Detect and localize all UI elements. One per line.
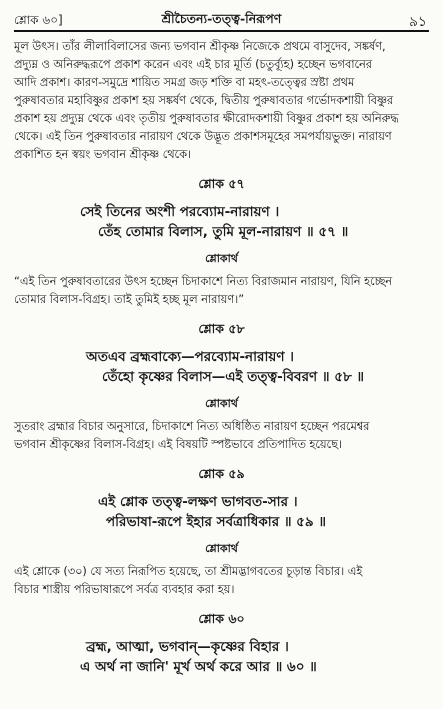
header-page-number: ৯১ [408,14,427,30]
verse-line: পরিভাষা-রূপে ইহার সর্বত্রাধিকার ॥ ৫৯ ॥ [106,514,327,530]
verse-meaning [14,418,429,454]
meaning-label: শ্লোকার্থ [205,397,238,410]
verse-label: শ্লোক ৫৭ [198,176,245,191]
page-body [14,38,429,677]
meaning-label: শ্লোকার্থ [205,252,238,265]
meaning-label: শ্লোকার্থ [205,542,238,555]
verse-line: তেঁহো কৃষ্ণের বিলাস—এই তত্ত্ব-বিবরণ ॥ ৫৮ ॥ [102,369,365,385]
intro-line: পুরুষাবতার মহাবিষ্ণুর প্রকাশ হয় সঙ্কর্ষণ থেকে, দ্বিতীয় পুরুষাবতার গর্ভোদকশায়ী বিষ্ণুর [14,94,394,107]
intro-line: প্রকাশ হয় প্রদ্যুম্ন থেকে এবং তৃতীয় পুরুষাবতার ক্ষীরোদকশায়ী বিষ্ণুর প্রকাশ হয় অনিরুদ্ধ [14,112,399,125]
intro-line: প্রকাশিত হন স্বয়ং ভগবান শ্রীকৃষ্ণ থেকে। [14,148,192,161]
verse-line: সেই তিনের অংশী পরব্যোম-নারায়ণ । [80,204,280,220]
verse-line: তেঁহ তোমার বিলাস, তুমি মূল-নারায়ণ ॥ ৫৭ ॥ [98,224,349,240]
verse-59 [14,466,429,599]
meaning-line: “এই তিন পুরুষাবতারের উৎস হচ্ছেন চিদাকাশে নিত্য বিরাজমান নারায়ণ, যিনি হচ্ছেন [14,275,393,288]
verse-label: শ্লোক ৬০ [198,611,245,626]
verse-60 [14,611,429,677]
meaning-line: তোমার বিলাস-বিগ্রহ। তাই তুমিই হচ্ছ মূল নারায়ণ।” [14,293,245,306]
verse-58 [14,321,429,454]
verse-meaning [14,273,429,309]
intro-paragraph [14,38,429,164]
intro-line: মূল উৎস। তাঁর লীলাবিলাসের জন্য ভগবান শ্রীকৃষ্ণ নিজেকে প্রথমে বাসুদেব, সঙ্কর্ষণ, [14,40,386,53]
meaning-line: বিচার শাস্ত্রীয় পরিভাষারূপে সর্বত্র ব্যবহার করা হয়। [14,583,235,596]
verse-57 [14,176,429,309]
intro-line: আদি প্রকাশ। কারণ-সমুদ্রে শায়িত সমগ্র জড় শক্তি বা মহৎ-তত্ত্বের স্রষ্টা প্রথম [14,76,355,89]
verse-label: শ্লোক ৫৯ [198,466,245,481]
verse-line: এ অর্থ না জানি' মূর্খ অর্থ করে আর ॥ ৬০ ॥ [80,659,317,675]
header-verse-ref: শ্লোক ৬০] [14,13,63,27]
verse-line: ব্রহ্ম, আত্মা, ভগবান্—কৃষ্ণের বিহার । [86,639,289,655]
verse-line: অতএব ব্রহ্মবাক্যে—পরব্যোম-নারায়ণ । [86,349,295,365]
meaning-line: সুতরাং ব্রহ্মার বিচার অনুসারে, চিদাকাশে নিত্য অধিষ্ঠিত নারায়ণ হচ্ছেন পরমেশ্বর [14,420,370,433]
page-header [14,8,429,30]
verse-meaning [14,563,429,599]
intro-line: প্রদ্যুম্ন ও অনিরুদ্ধরূপে প্রকাশ করেন এবং এই চার মূর্তি (চতুর্ব্যূহ) হচ্ছেন ভগবানের [14,58,373,71]
header-chapter-title: শ্রীচৈতন্য-তত্ত্ব-নিরূপণ [161,11,282,26]
meaning-line: ভগবান শ্রীকৃষ্ণের বিলাস-বিগ্রহ। এই বিষয়টি স্পষ্টভাবে প্রতিপাদিত হয়েছে। [14,438,342,451]
verse-label: শ্লোক ৫৮ [198,321,245,336]
meaning-line: এই শ্লোকে (৩০) যে সত্য নিরূপিত হয়েছে, তা শ্রীমদ্ভাগবতের চূড়ান্ত বিচার। এই [14,565,363,578]
intro-line: থেকে। এই তিন পুরুষাবতার নারায়ণ থেকে উদ্ভূত প্রকাশসমূহের সমপর্যায়ভুক্ত। নারায়ণ [14,130,392,143]
verse-line: এই শ্লোক তত্ত্ব-লক্ষণ ভাগবত-সার । [98,494,298,510]
header-rule [14,30,429,32]
